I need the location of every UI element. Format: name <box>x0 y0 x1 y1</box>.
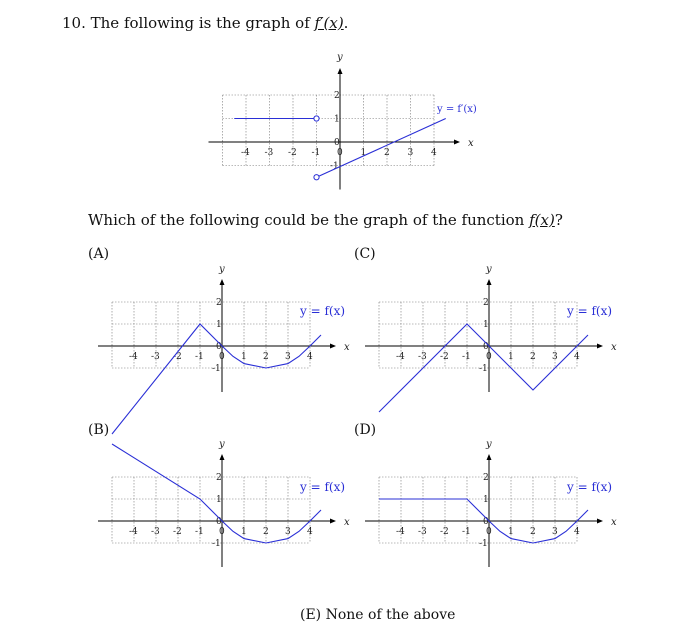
y-tick-label: 1 <box>216 320 222 330</box>
y-axis-arrow <box>220 279 225 285</box>
question-number: 10. <box>62 14 86 32</box>
option-c-label[interactable]: (C) <box>354 246 376 262</box>
x-tick-label: -1 <box>462 352 471 362</box>
x-tick-label: -3 <box>264 148 274 158</box>
x-tick-label: 3 <box>285 352 291 362</box>
x-tick-label: 0 <box>219 352 225 362</box>
y-axis-label: y <box>219 264 225 275</box>
x-tick-label: 4 <box>307 352 313 362</box>
x-tick-label: 3 <box>285 527 291 537</box>
y-axis-arrow <box>220 454 225 460</box>
x-axis-arrow <box>454 140 460 145</box>
x-tick-label: -4 <box>129 527 138 537</box>
y-tick-label: -1 <box>330 161 339 172</box>
y-tick-label: 0 <box>334 138 340 148</box>
y-tick-label: -1 <box>212 539 221 549</box>
x-tick-label: 1 <box>241 352 247 362</box>
x-tick-label: -1 <box>195 352 204 362</box>
option-e-label[interactable]: (E) None of the above <box>300 607 456 623</box>
x-tick-label: 4 <box>431 148 437 158</box>
y-tick-label: 2 <box>216 298 222 308</box>
graph-D <box>365 439 617 567</box>
x-tick-label: 1 <box>241 527 247 537</box>
y-axis-label: y <box>486 264 492 275</box>
y-tick-label: 0 <box>483 517 489 527</box>
y-tick-label: 2 <box>483 298 489 308</box>
y-tick-label: -1 <box>212 364 221 374</box>
y-tick-label: 2 <box>483 473 489 483</box>
x-tick-label: 1 <box>508 352 514 362</box>
x-tick-label: 1 <box>360 148 367 158</box>
x-axis-label: x <box>468 138 474 149</box>
x-tick-label: -2 <box>173 352 182 362</box>
y-tick-label: -1 <box>479 539 488 549</box>
prompt-qmark: ? <box>554 211 563 229</box>
y-axis-arrow <box>487 279 492 285</box>
y-tick-label: 1 <box>216 495 222 505</box>
x-tick-label: -4 <box>396 352 405 362</box>
x-tick-label: 0 <box>486 352 492 362</box>
x-axis-label: x <box>611 342 617 353</box>
fx-expression: f(x) <box>529 211 555 229</box>
x-tick-label: 4 <box>307 527 313 537</box>
x-tick-label: 1 <box>508 527 514 537</box>
x-tick-label: -3 <box>418 527 427 537</box>
graph-C <box>365 264 617 412</box>
open-endpoint <box>314 175 319 180</box>
x-tick-label: 2 <box>263 352 269 362</box>
question-intro: The following is the graph of <box>90 14 310 32</box>
x-tick-label: -1 <box>195 527 204 537</box>
open-endpoint <box>314 116 319 121</box>
x-tick-label: 2 <box>263 527 269 537</box>
x-tick-label: -4 <box>396 527 405 537</box>
x-tick-label: -1 <box>462 527 471 537</box>
x-axis-arrow <box>597 344 603 349</box>
x-axis-arrow <box>597 519 603 524</box>
option-b-label[interactable]: (B) <box>88 422 110 438</box>
x-tick-label: 2 <box>530 527 536 537</box>
x-tick-label: -3 <box>418 352 427 362</box>
y-tick-label: 0 <box>216 517 222 527</box>
question-period: . <box>343 14 349 32</box>
x-tick-label: 4 <box>574 352 580 362</box>
x-axis-arrow <box>330 344 336 349</box>
x-tick-label: 2 <box>384 148 390 158</box>
curve-label: y = f′(x) <box>437 104 477 115</box>
x-tick-label: -1 <box>311 148 321 158</box>
x-tick-label: 4 <box>574 527 580 537</box>
y-tick-label: 1 <box>334 114 340 125</box>
x-tick-label: -4 <box>129 352 138 362</box>
curve-label: y = f(x) <box>567 480 613 494</box>
y-tick-label: 1 <box>483 495 489 505</box>
y-axis-arrow <box>487 454 492 460</box>
option-a-label[interactable]: (A) <box>88 246 110 262</box>
y-tick-label: 0 <box>216 342 222 352</box>
x-tick-label: 2 <box>530 352 536 362</box>
y-tick-label: 1 <box>483 320 489 330</box>
prompt-text: Which of the following could be the graph of the function <box>88 211 525 229</box>
y-axis-arrow <box>338 68 343 74</box>
x-axis-arrow <box>330 519 336 524</box>
y-axis-label: y <box>337 52 343 63</box>
y-tick-label: 2 <box>216 473 222 483</box>
x-axis-label: x <box>611 517 617 528</box>
graph-B <box>98 439 350 567</box>
x-tick-label: -2 <box>288 148 297 158</box>
curve-label: y = f(x) <box>567 304 613 318</box>
y-tick-label: 0 <box>483 342 489 352</box>
x-axis-label: x <box>344 517 350 528</box>
graph-A <box>98 264 350 434</box>
x-tick-label: 0 <box>219 527 225 537</box>
y-tick-label: -1 <box>479 364 488 374</box>
y-axis-label: y <box>486 439 492 450</box>
x-tick-label: -3 <box>151 352 160 362</box>
x-tick-label: -3 <box>151 527 160 537</box>
x-tick-label: 3 <box>552 352 558 362</box>
x-axis-label: x <box>344 342 350 353</box>
x-tick-label: 3 <box>407 148 414 158</box>
curve-label: y = f(x) <box>300 480 346 494</box>
x-tick-label: -2 <box>440 527 449 537</box>
x-tick-label: 0 <box>337 148 343 158</box>
y-axis-label: y <box>219 439 225 450</box>
x-tick-label: 0 <box>486 527 492 537</box>
x-tick-label: 3 <box>552 527 558 537</box>
fprime-expression: f′(x) <box>314 14 344 32</box>
x-tick-label: -2 <box>173 527 182 537</box>
y-tick-label: 2 <box>334 91 340 101</box>
curve-label: y = f(x) <box>300 304 346 318</box>
option-d-label[interactable]: (D) <box>354 422 377 438</box>
x-tick-label: -2 <box>440 352 449 362</box>
x-tick-label: -4 <box>241 148 250 158</box>
graph-fprime <box>209 52 477 190</box>
curve-A <box>112 324 321 434</box>
